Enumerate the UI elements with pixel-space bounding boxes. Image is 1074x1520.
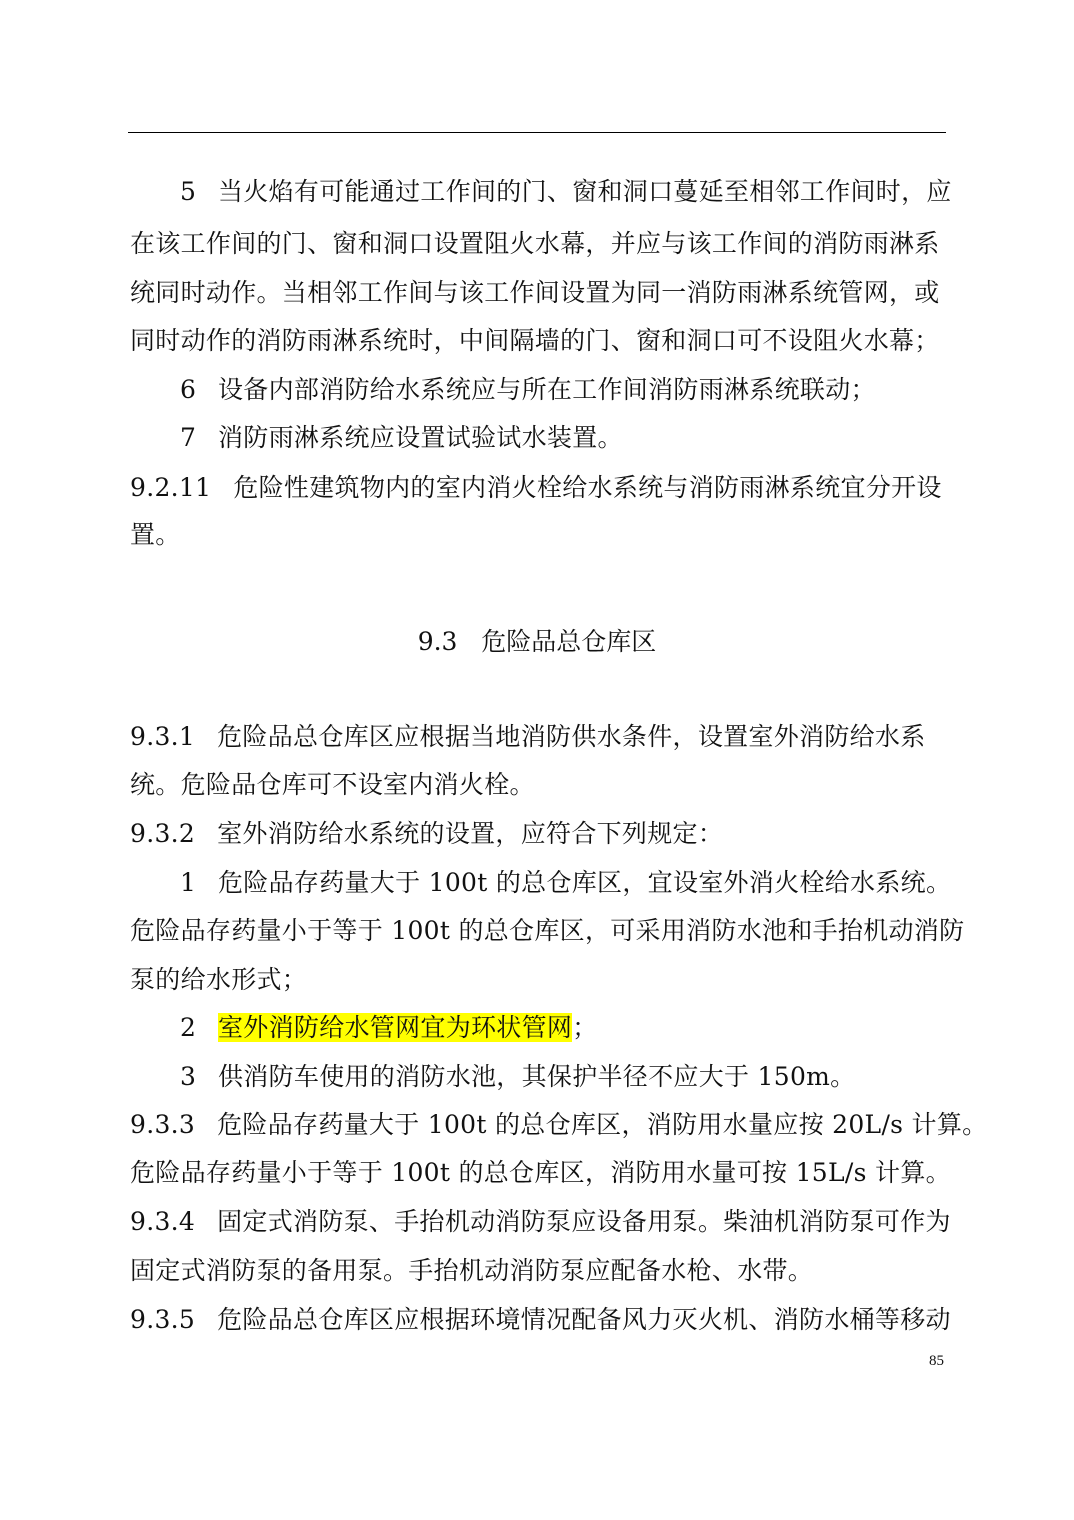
clause-9-3-2-item-3: 3 供消防车使用的消防水池，其保护半径不应大于 150m。	[180, 1062, 856, 1091]
clause-9-3-4-line-2: 固定式消防泵的备用泵。手抬机动消防泵应配备水枪、水带。	[130, 1256, 814, 1285]
clause-9-2-11-line-1: 9.2.11 危险性建筑物内的室内消火栓给水系统与消防雨淋系统宜分开设	[130, 473, 942, 502]
clause-9-2-11-line-2: 置。	[130, 520, 181, 549]
item-1-number: 1	[180, 868, 197, 897]
item-6-number: 6	[180, 375, 197, 404]
clause-9-3-3-number: 9.3.3	[130, 1110, 196, 1139]
section-number: 9.3	[417, 627, 458, 656]
clause-9-2-11-number: 9.2.11	[130, 473, 212, 502]
clause-9-3-1-number: 9.3.1	[130, 722, 196, 751]
item-7: 7 消防雨淋系统应设置试验试水装置。	[180, 423, 623, 452]
clause-9-3-2-item-1-line-2: 危险品存药量小于等于 100t 的总仓库区，可采用消防水池和手抬机动消防	[130, 916, 965, 945]
clause-9-3-4-line-1: 9.3.4 固定式消防泵、手抬机动消防泵应设备用泵。柴油机消防泵可作为	[130, 1207, 951, 1236]
section-heading-9-3	[0, 627, 1074, 657]
clause-9-3-5-line-1: 9.3.5 危险品总仓库区应根据环境情况配备风力灭火机、消防水桶等移动	[130, 1305, 951, 1334]
clause-9-3-4-number: 9.3.4	[130, 1207, 196, 1236]
clause-9-3-1-line-2: 统。危险品仓库可不设室内消火栓。	[130, 770, 535, 799]
clause-9-3-2: 9.3.2 室外消防给水系统的设置，应符合下列规定：	[130, 819, 724, 848]
item-6: 6 设备内部消防给水系统应与所在工作间消防雨淋系统联动；	[180, 375, 876, 404]
header-rule	[128, 132, 946, 133]
clause-9-3-2-item-1-line-3: 泵的给水形式；	[130, 965, 308, 994]
highlighted-text: 室外消防给水管网宜为环状管网	[218, 1013, 573, 1042]
item-5-line-1: 5 当火焰有可能通过工作间的门、窗和洞口蔓延至相邻工作间时，应	[180, 177, 952, 206]
page-number: 85	[929, 1353, 944, 1369]
item-5-number: 5	[180, 177, 197, 206]
section-title: 危险品总仓库区	[481, 627, 657, 656]
item-2-number: 2	[180, 1013, 197, 1042]
clause-9-3-2-number: 9.3.2	[130, 819, 196, 848]
clause-9-3-3-line-1: 9.3.3 危险品存药量大于 100t 的总仓库区，消防用水量应按 20L/s 计算。	[130, 1110, 988, 1139]
item-5-line-4: 同时动作的消防雨淋系统时，中间隔墙的门、窗和洞口可不设阻火水幕；	[130, 326, 940, 355]
clause-9-3-3-line-2: 危险品存药量小于等于 100t 的总仓库区，消防用水量可按 15L/s 计算。	[130, 1158, 951, 1187]
clause-9-3-2-item-1-line-1: 1 危险品存药量大于 100t 的总仓库区，宜设室外消火栓给水系统。	[180, 868, 952, 897]
item-5-line-3: 统同时动作。当相邻工作间与该工作间设置为同一消防雨淋系统管网，或	[130, 278, 940, 307]
item-7-number: 7	[180, 423, 197, 452]
clause-9-3-5-number: 9.3.5	[130, 1305, 196, 1334]
item-5-line-2: 在该工作间的门、窗和洞口设置阻火水幕，并应与该工作间的消防雨淋系	[130, 229, 940, 258]
clause-9-3-1-line-1: 9.3.1 危险品总仓库区应根据当地消防供水条件，设置室外消防给水系	[130, 722, 926, 751]
clause-9-3-2-item-2: 2 室外消防给水管网宜为环状管网；	[180, 1013, 598, 1042]
item-3-number: 3	[180, 1062, 197, 1091]
